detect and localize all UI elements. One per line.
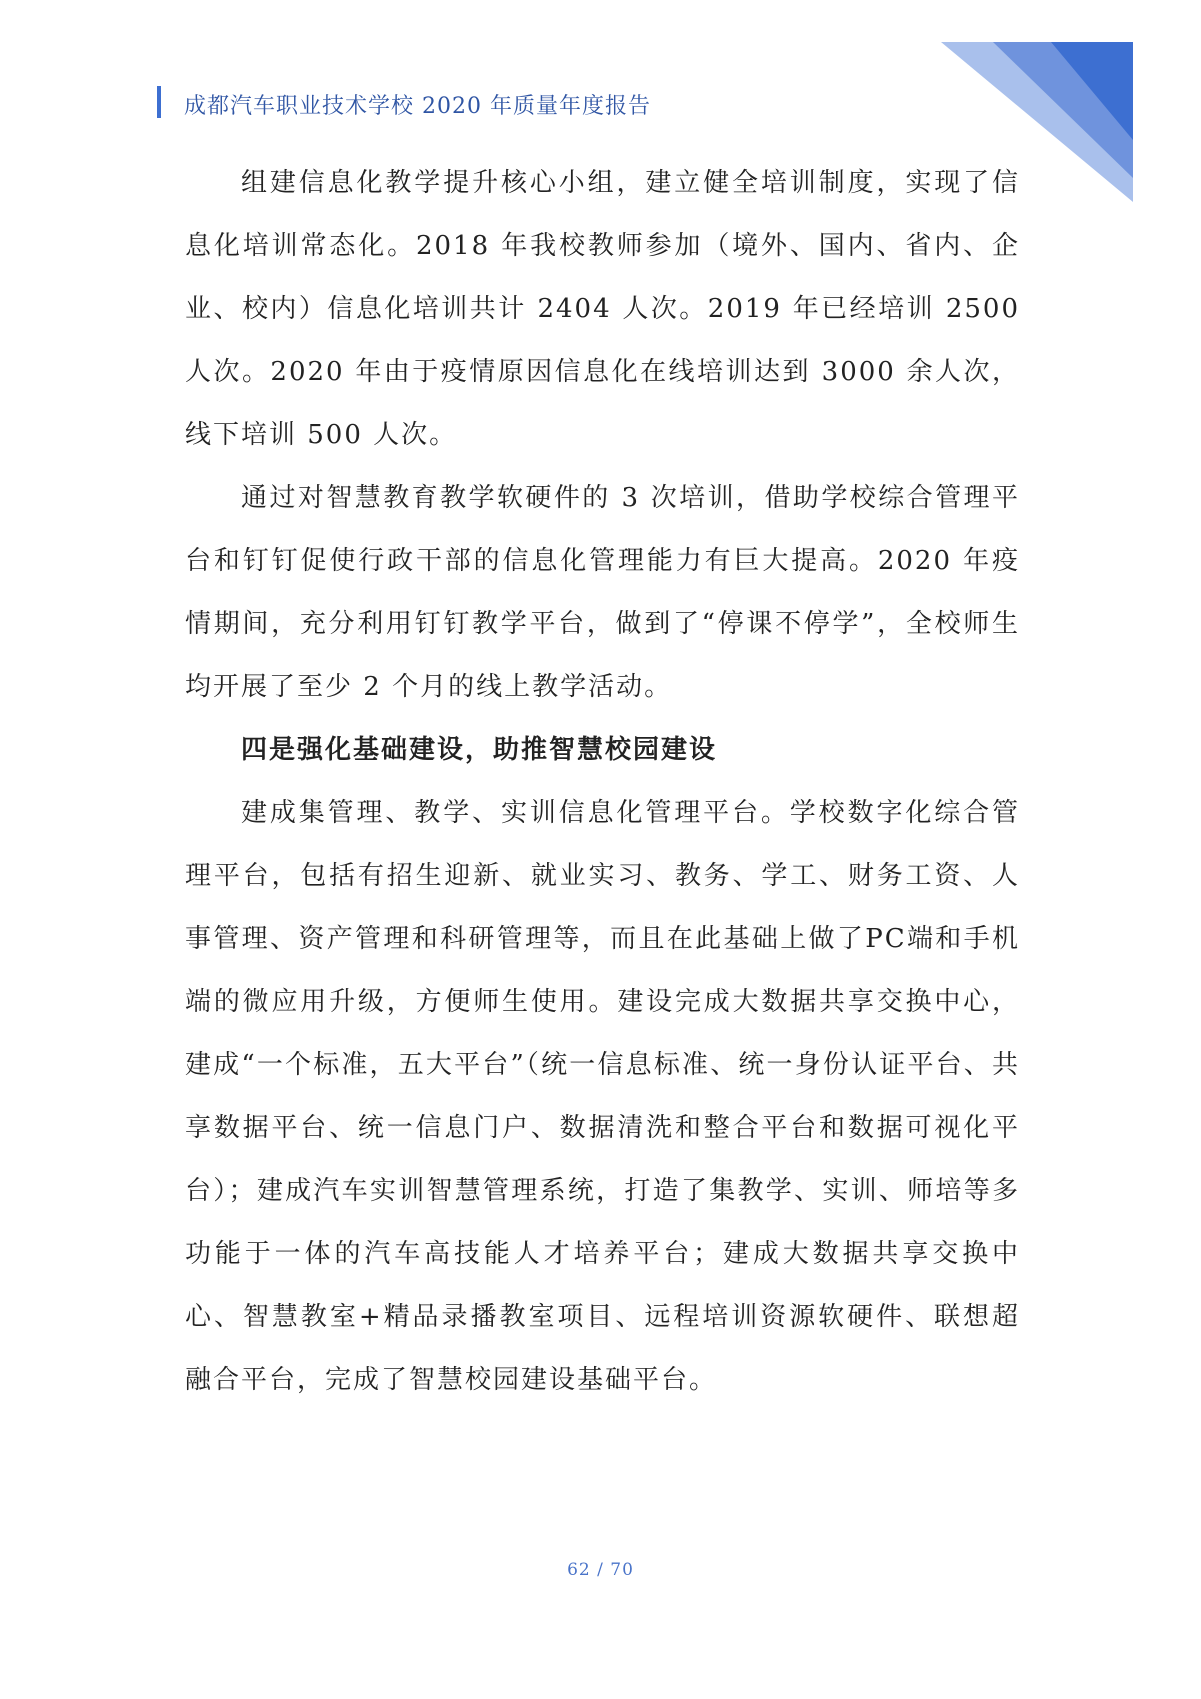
section-subheading: 四是强化基础建设，助推智慧校园建设 xyxy=(241,735,718,765)
paragraph-infrastructure: 建成集管理、教学、实训信息化管理平台。学校数字化综合管理平台，包括有招生迎新、就业实习、教务、学工、财务工资、人事管理、资产管理和科研管理等，而且在此基础上做了PC端和手机端的微应用升级，方便师生使用。建设完成大数据共享交换中心，建成“一个标准，五大平台”（统一信息标准、统一身份认证平台、共享数据平台、统一信息门户、数据清洗和整合平台和数据可视化平台）；建成汽车实训智慧管理系统，打造了集教学、实训、师培等多功能于一体的汽车高技能人才培养平台；建成大数据共享交换中心、智慧教室+精品录播教室项目、远程培训资源软硬件、联想超融合平台，完成了智慧校园建设基础平台。 xyxy=(185,798,1020,1395)
paragraph-smart-education: 通过对智慧教育教学软硬件的 3 次培训，借助学校综合管理平台和钉钉促使行政干部的信息化管理能力有巨大提高。2020 年疫情期间，充分利用钉钉教学平台，做到了“停课不停学”，全校师生均开展了至少 2 个月的线上教学活动。 xyxy=(185,483,1020,702)
paragraph-training: 组建信息化教学提升核心小组，建立健全培训制度，实现了信息化培训常态化。2018 年我校教师参加（境外、国内、省内、企业、校内）信息化培训共计 2404 人次。2019 年已经培训 2500 人次。2020 年由于疫情原因信息化在线培训达到 3000 余人次，线下培训 500 人次。 xyxy=(185,168,1020,450)
body-text xyxy=(185,152,1020,1412)
header-accent-bar xyxy=(157,86,161,118)
header-title: 成都汽车职业技术学校 2020 年质量年度报告 xyxy=(184,94,651,119)
page-number: 62 / 70 xyxy=(567,1560,634,1580)
